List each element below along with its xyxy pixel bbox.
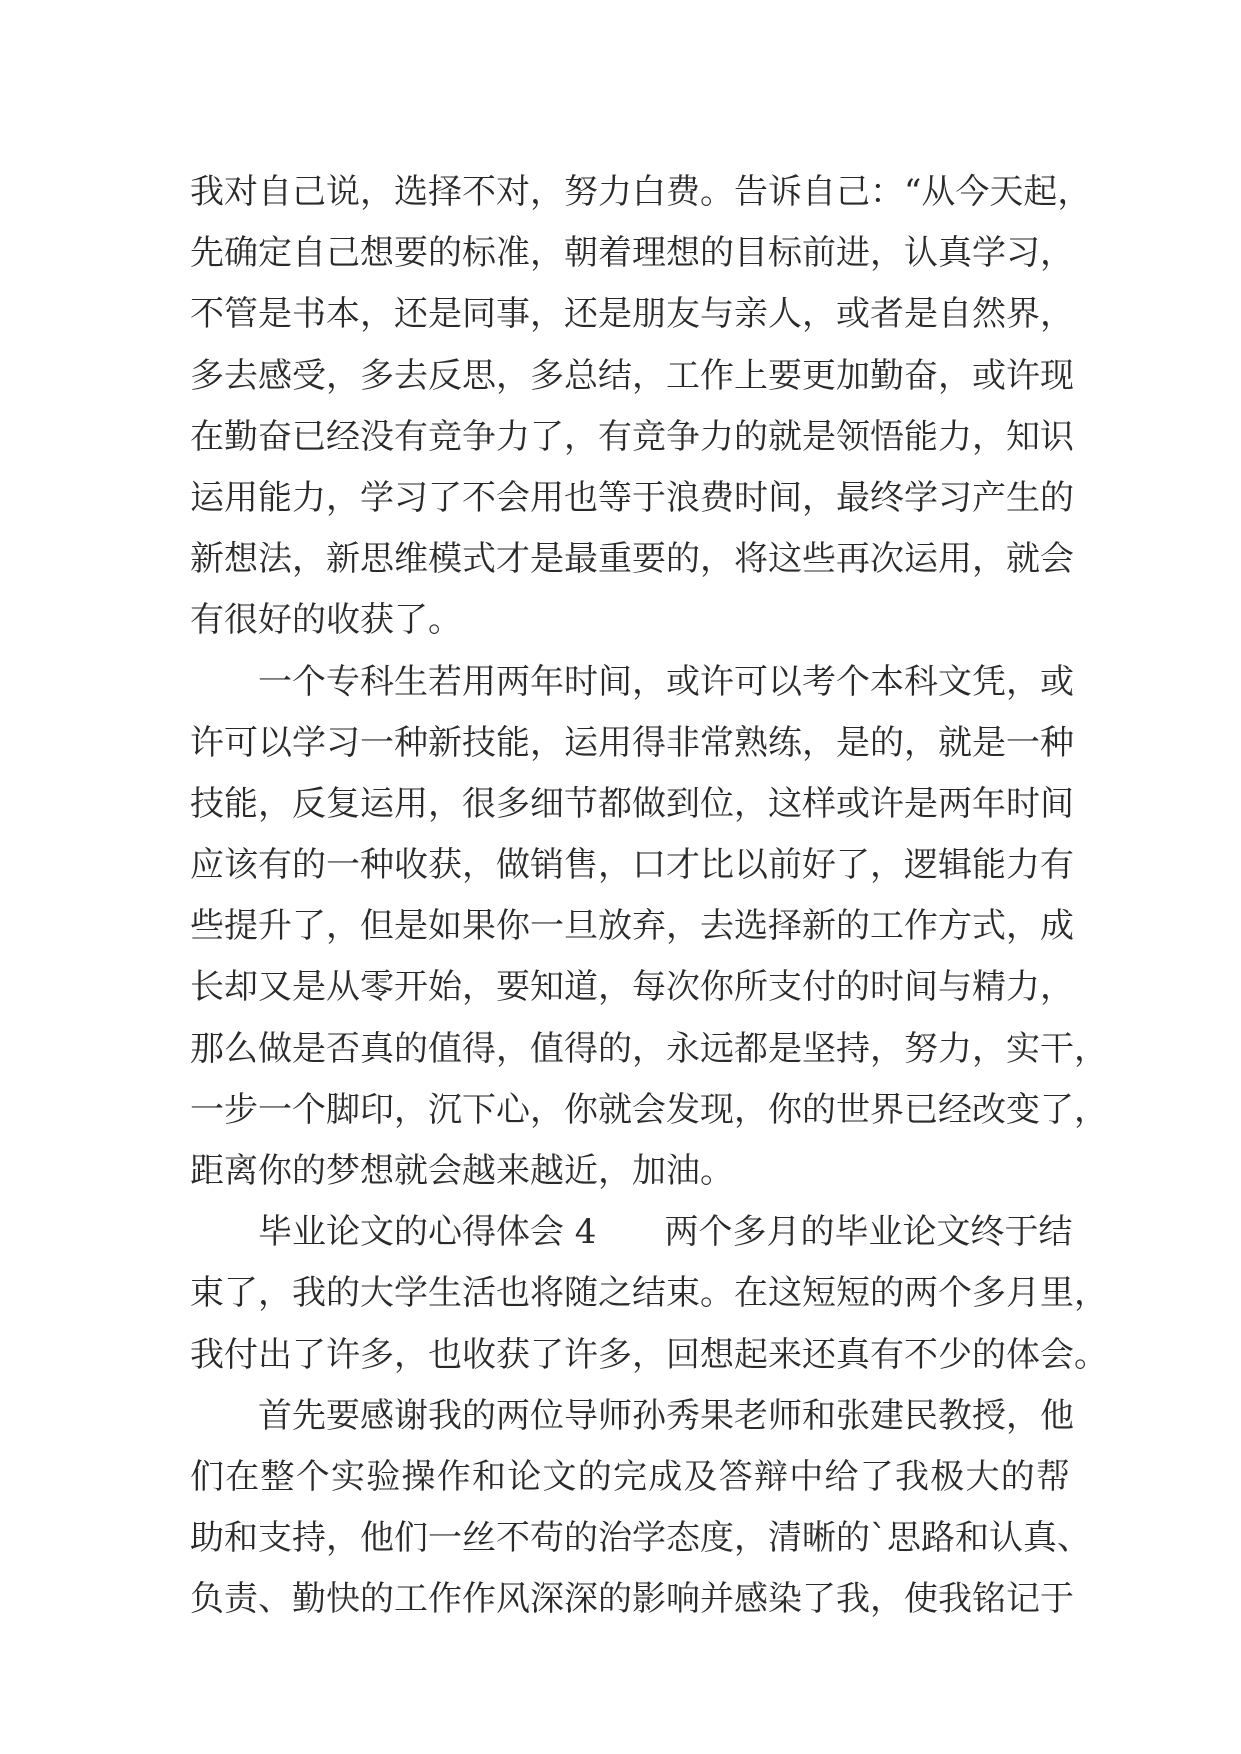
paragraph-3-line-1: 两个多月的毕业论文终于结 <box>664 1212 1073 1253</box>
document-body <box>190 162 1108 1631</box>
paragraph-1-line-6: 运用能力，学习了不会用也等于浪费时间，最终学习产生的 <box>190 477 1074 518</box>
paragraph-2-line-3: 技能，反复运用，很多细节都做到位，这样或许是两年时间 <box>190 783 1074 824</box>
paragraph-2-line-5: 些提升了，但是如果你一旦放弃，去选择新的工作方式，成 <box>190 906 1074 947</box>
paragraph-2-line-8: 一步一个脚印，沉下心，你就会发现，你的世界已经改变了， <box>190 1089 1108 1130</box>
paragraph-2-line-6: 长却又是从零开始，要知道，每次你所支付的时间与精力， <box>190 967 1074 1008</box>
section-heading: 毕业论文的心得体会 4 <box>258 1212 597 1253</box>
paragraph-1-line-8: 有很好的收获了。 <box>190 600 462 641</box>
paragraph-2-line-2: 许可以学习一种新技能，运用得非常熟练，是的，就是一种 <box>190 722 1074 763</box>
paragraph-4-line-2: 们在整个实验操作和论文的完成及答辩中给了我极大的帮 <box>190 1456 1070 1497</box>
paragraph-4-line-4: 负责、勤快的工作作风深深的影响并感染了我，使我铭记于 <box>190 1579 1074 1620</box>
paragraph-4-line-3: 助和支持，他们一丝不苟的治学态度，清晰的`思路和认真、 <box>190 1518 1091 1559</box>
paragraph-1-line-2: 先确定自己想要的标准，朝着理想的目标前进，认真学习， <box>190 233 1074 274</box>
paragraph-2-line-1: 一个专科生若用两年时间，或许可以考个本科文凭，或 <box>258 661 1074 702</box>
paragraph-1-line-4: 多去感受，多去反思，多总结，工作上要更加勤奋，或许现 <box>190 355 1074 396</box>
paragraph-3-line-3: 我付出了许多，也收获了许多，回想起来还真有不少的体会。 <box>190 1334 1108 1375</box>
paragraph-2-line-4: 应该有的一种收获，做销售，口才比以前好了，逻辑能力有 <box>190 845 1074 886</box>
paragraph-1-line-1: 我对自己说，选择不对，努力白费。告诉自己：“从今天起， <box>190 172 1092 212</box>
paragraph-2-line-9: 距离你的梦想就会越来越近，加油。 <box>190 1151 734 1191</box>
paragraph-3-line-2: 束了，我的大学生活也将随之结束。在这短短的两个多月里， <box>190 1273 1108 1314</box>
paragraph-1-line-5: 在勤奋已经没有竞争力了，有竞争力的就是领悟能力，知识 <box>190 416 1074 457</box>
paragraph-4-line-1: 首先要感谢我的两位导师孙秀果老师和张建民教授，他 <box>258 1395 1074 1436</box>
section-heading-line <box>190 1202 1073 1263</box>
paragraph-1-line-3: 不管是书本，还是同事，还是朋友与亲人，或者是自然界， <box>190 294 1074 335</box>
paragraph-1-line-7: 新想法，新思维模式才是最重要的，将这些再次运用，就会 <box>190 539 1074 580</box>
paragraph-2-line-7: 那么做是否真的值得，值得的，永远都是坚持，努力，实干， <box>190 1028 1108 1069</box>
